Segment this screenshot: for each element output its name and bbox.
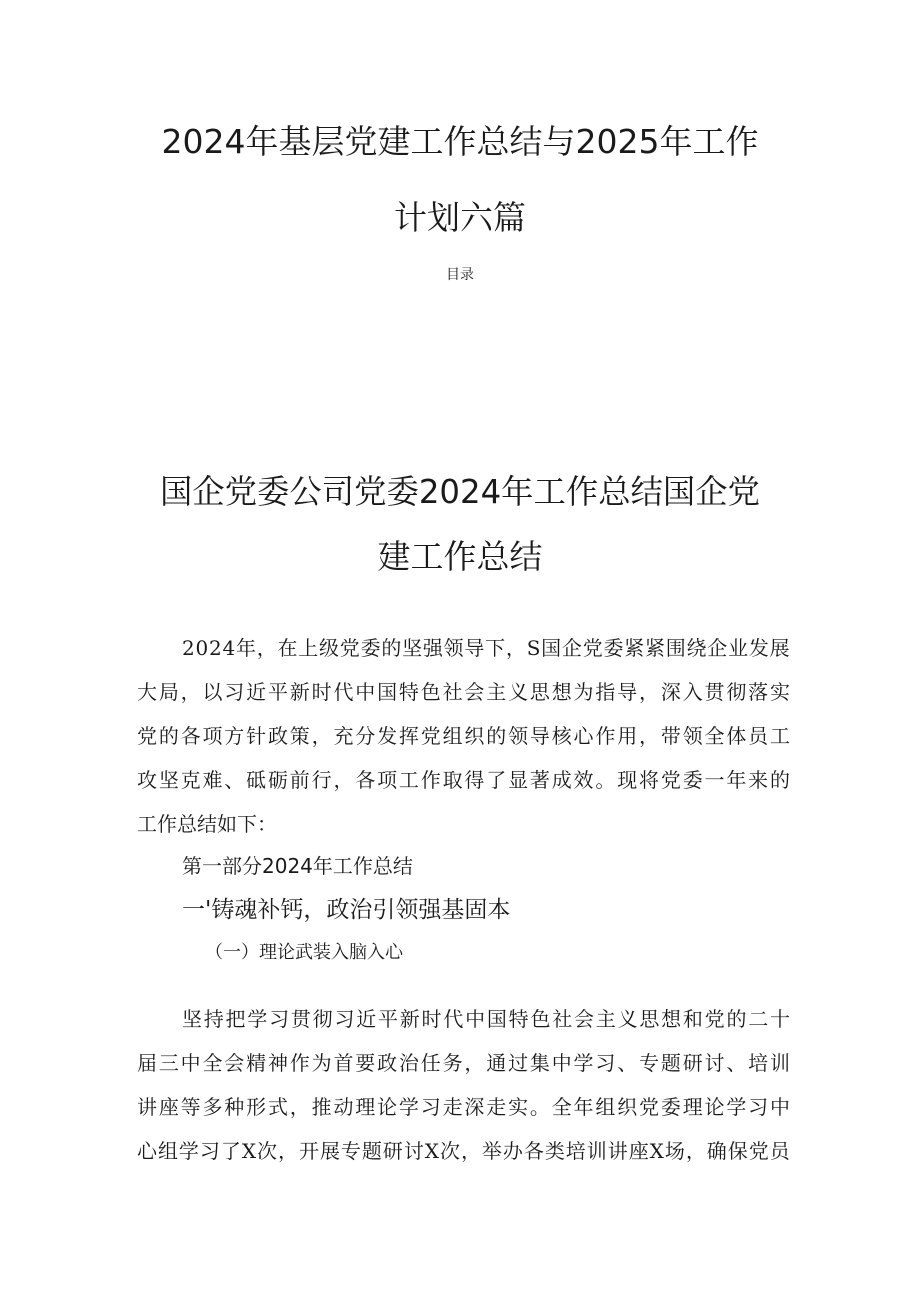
body-line-4: 心组学习了X次，开展专题研讨X次，举办各类培训讲座X场，确保党员: [137, 1139, 791, 1163]
intro-line-1: 2024年，在上级党委的坚强领导下，S国企党委紧紧围绕企业发展: [182, 636, 791, 660]
intro-line-5: 工作总结如下：: [137, 812, 277, 836]
article-title-line-2: 建工作总结: [377, 537, 543, 576]
intro-line-3: 党的各项方针政策，充分发挥党组织的领导核心作用，带领全体员工: [137, 724, 792, 748]
intro-line-4: 攻坚克难、砥砺前行，各项工作取得了显著成效。现将党委一年来的: [137, 768, 792, 792]
section-heading: 一'铸魂补钙，政治引领强基固本: [182, 897, 511, 923]
subsection-heading: （一）理论武装入脑入心: [205, 942, 403, 963]
article-title-line-1: 国企党委公司党委2024年工作总结国企党: [160, 472, 760, 511]
body-line-2: 届三中全会精神作为首要政治任务，通过集中学习、专题研讨、培训: [137, 1051, 792, 1075]
part-heading: 第一部分2024年工作总结: [182, 854, 413, 878]
main-title-line-1: 2024年基层党建工作总结与2025年工作: [161, 122, 759, 161]
toc-label: 目录: [446, 267, 474, 283]
intro-line-2: 大局，以习近平新时代中国特色社会主义思想为指导，深入贯彻落实: [137, 680, 792, 704]
main-title-line-2: 计划六篇: [394, 198, 526, 237]
body-line-3: 讲座等多种形式，推动理论学习走深走实。全年组织党委理论学习中: [137, 1095, 792, 1119]
body-line-1: 坚持把学习贯彻习近平新时代中国特色社会主义思想和党的二十: [182, 1007, 792, 1031]
